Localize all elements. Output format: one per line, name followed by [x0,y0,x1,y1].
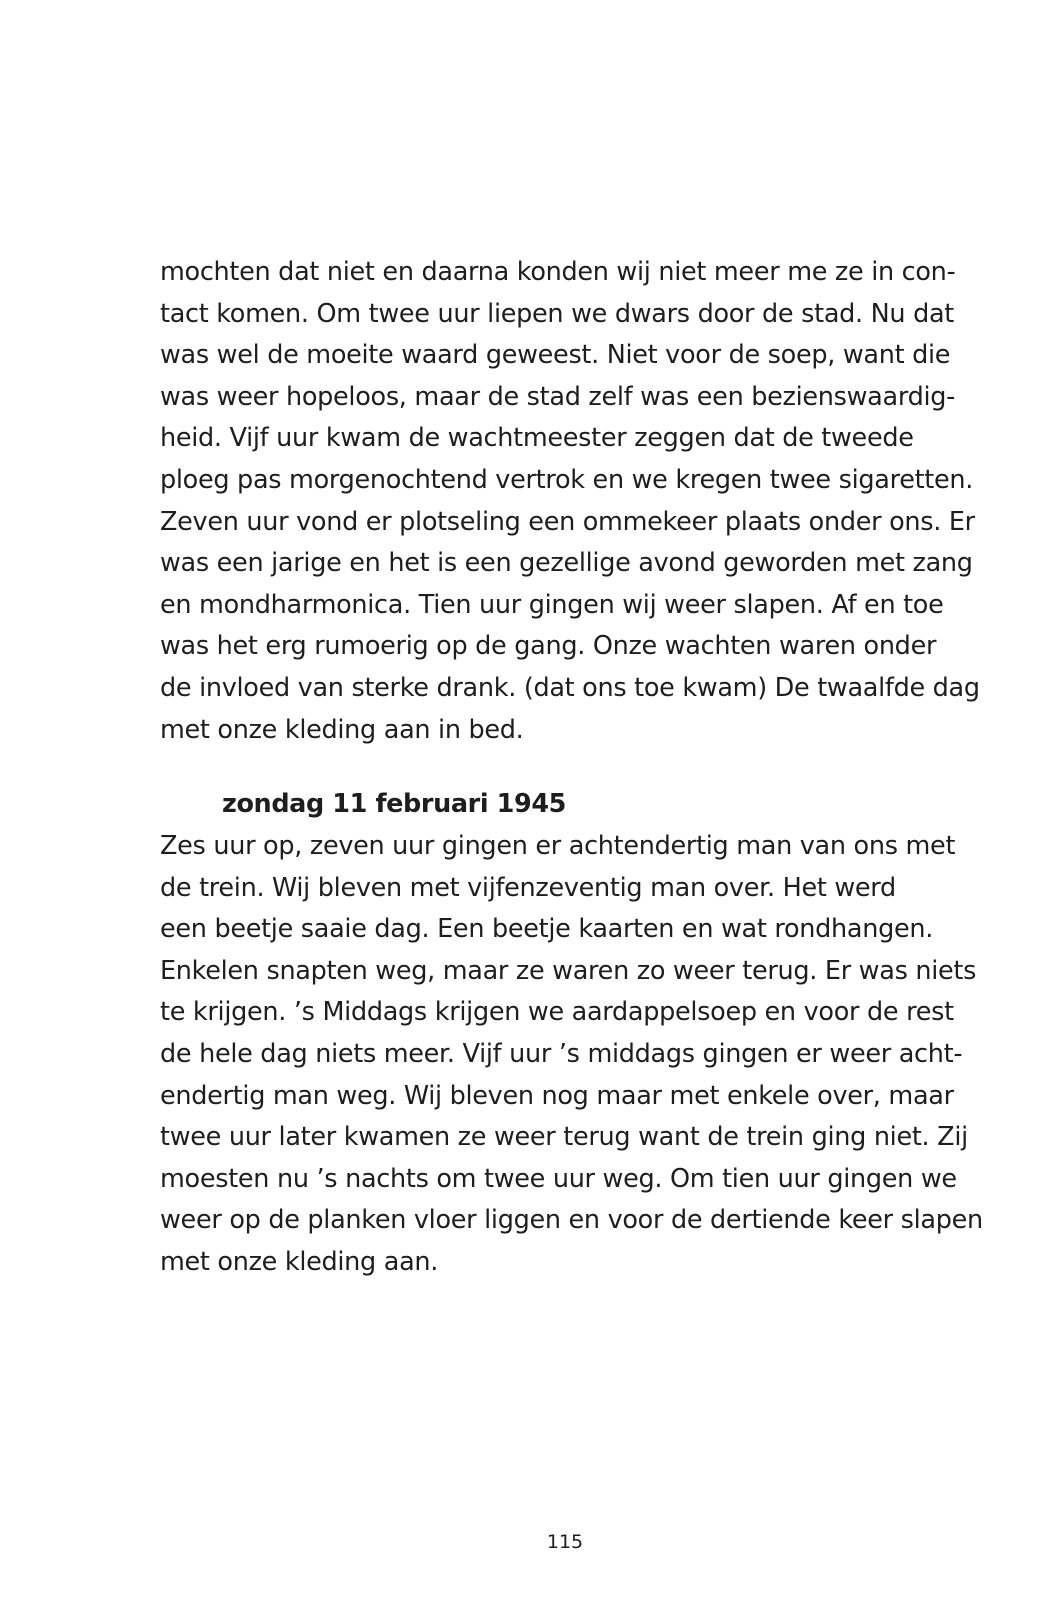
text-line: was weer hopeloos, maar de stad zelf was een bezienswaardig- [160,381,956,412]
text-line: en mondharmonica. Tien uur gingen wij weer slapen. Af en toe [160,589,944,620]
text-line: endertig man weg. Wij bleven nog maar met enkele over, maar [160,1080,954,1111]
date-heading: zondag 11 februari 1945 [222,789,567,819]
text-line: de hele dag niets meer. Vijf uur ’s middags gingen er weer acht- [160,1038,963,1069]
text-line: de trein. Wij bleven met vijfenzeventig man over. Het werd [160,872,896,903]
text-line: met onze kleding aan. [160,1246,439,1277]
text-line: de invloed van sterke drank. (dat ons toe kwam) De twaalfde dag [160,672,980,703]
text-line: Zeven uur vond er plotseling een ommekeer plaats onder ons. Er [160,506,975,537]
text-line: weer op de planken vloer liggen en voor de dertiende keer slapen [160,1205,983,1236]
text-line: moesten nu ’s nachts om twee uur weg. Om tien uur gingen we [160,1163,957,1194]
text-line: Zes uur op, zeven uur gingen er achtendertig man van ons met [160,831,956,861]
paragraph-1 [160,252,1010,751]
text-line: tact komen. Om twee uur liepen we dwars door de stad. Nu dat [160,298,954,329]
text-line: met onze kleding aan in bed. [160,714,524,745]
text-line: mochten dat niet en daarna konden wij niet meer me ze in con- [160,257,956,287]
text-line: was wel de moeite waard geweest. Niet voor de soep, want die [160,340,951,371]
paragraph-2 [160,826,1010,1284]
text-line: was het erg rumoerig op de gang. Onze wachten waren onder [160,631,937,662]
text-line: twee uur later kwamen ze weer terug want de trein ging niet. Zij [160,1122,968,1153]
text-line: was een jarige en het is een gezellige avond geworden met zang [160,548,973,579]
text-line: een beetje saaie dag. Een beetje kaarten en wat rondhangen. [160,914,934,945]
text-line: te krijgen. ’s Middags krijgen we aardappelsoep en voor de rest [160,997,954,1028]
text-line: Enkelen snapten weg, maar ze waren zo weer terug. Er was niets [160,955,977,986]
text-line: heid. Vijf uur kwam de wachtmeester zeggen dat de tweede [160,423,914,454]
page-number: 115 [546,1531,584,1553]
text-line: ploeg pas morgenochtend vertrok en we kregen twee sigaretten. [160,464,974,495]
